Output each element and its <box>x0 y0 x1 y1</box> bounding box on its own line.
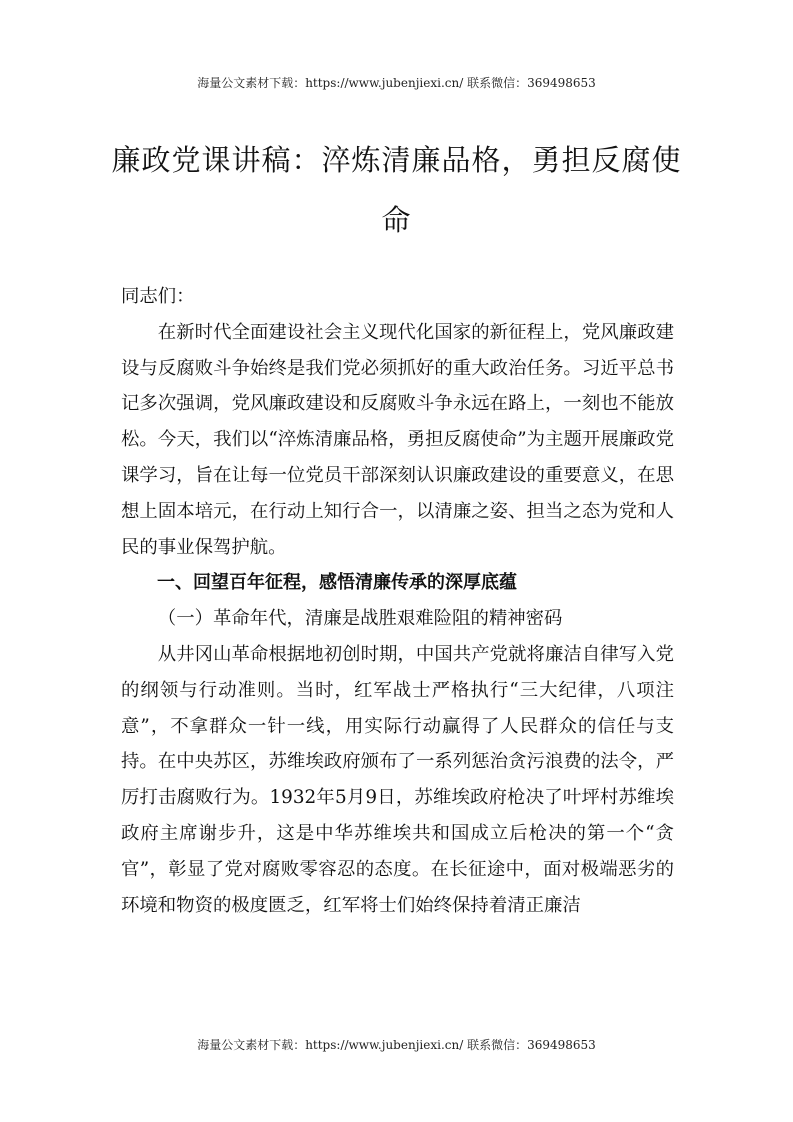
section-heading: 一、回望百年征程，感悟清廉传承的深厚底蕴 <box>157 572 517 594</box>
subsection-heading: （一）革命年代，清廉是战胜艰难险阻的精神密码 <box>157 608 563 630</box>
page-footer: 海量公文素材下载：https://www.jubenjiexi.cn/ 联系微信：369498653 <box>197 1038 596 1052</box>
salutation: 同志们： <box>121 286 195 307</box>
document-body <box>121 279 674 923</box>
body-paragraph: 从井冈山革命根据地初创时期，中国共产党就将廉洁自律写入党的纲领与行动准则。当时，红军战士严格执行“三大纪律，八项注意”，不拿群众一针一线，用实际行动赢得了人民群众的信任与支持。在中央苏区，苏维埃政府颁布了一系列惩治贪污浪费的法令，严厉打击腐败行为。1932年5月9日，苏维埃政府枪决了叶坪村苏维埃政府主席谢步升，这是中华苏维埃共和国成立后枪决的第一个“贪官”，彰显了党对腐败零容忍的态度。在长征途中，面对极端恶劣的环境和物资的极度匮乏，红军将士们始终保持着清正廉洁 <box>121 643 674 916</box>
intro-paragraph: 在新时代全面建设社会主义现代化国家的新征程上，党风廉政建设与反腐败斗争始终是我们党必须抓好的重大政治任务。习近平总书记多次强调，党风廉政建设和反腐败斗争永远在路上，一刻也不能放松。今天，我们以“淬炼清廉品格，勇担反腐使命”为主题开展廉政党课学习，旨在让每一位党员干部深刻认识廉政建设的重要意义，在思想上固本培元，在行动上知行合一，以清廉之姿、担当之态为党和人民的事业保驾护航。 <box>121 321 674 558</box>
document-title: 廉政党课讲稿：淬炼清廉品格，勇担反腐使命 <box>111 143 682 237</box>
page-header: 海量公文素材下载：https://www.jubenjiexi.cn/ 联系微信：369498653 <box>197 76 596 90</box>
